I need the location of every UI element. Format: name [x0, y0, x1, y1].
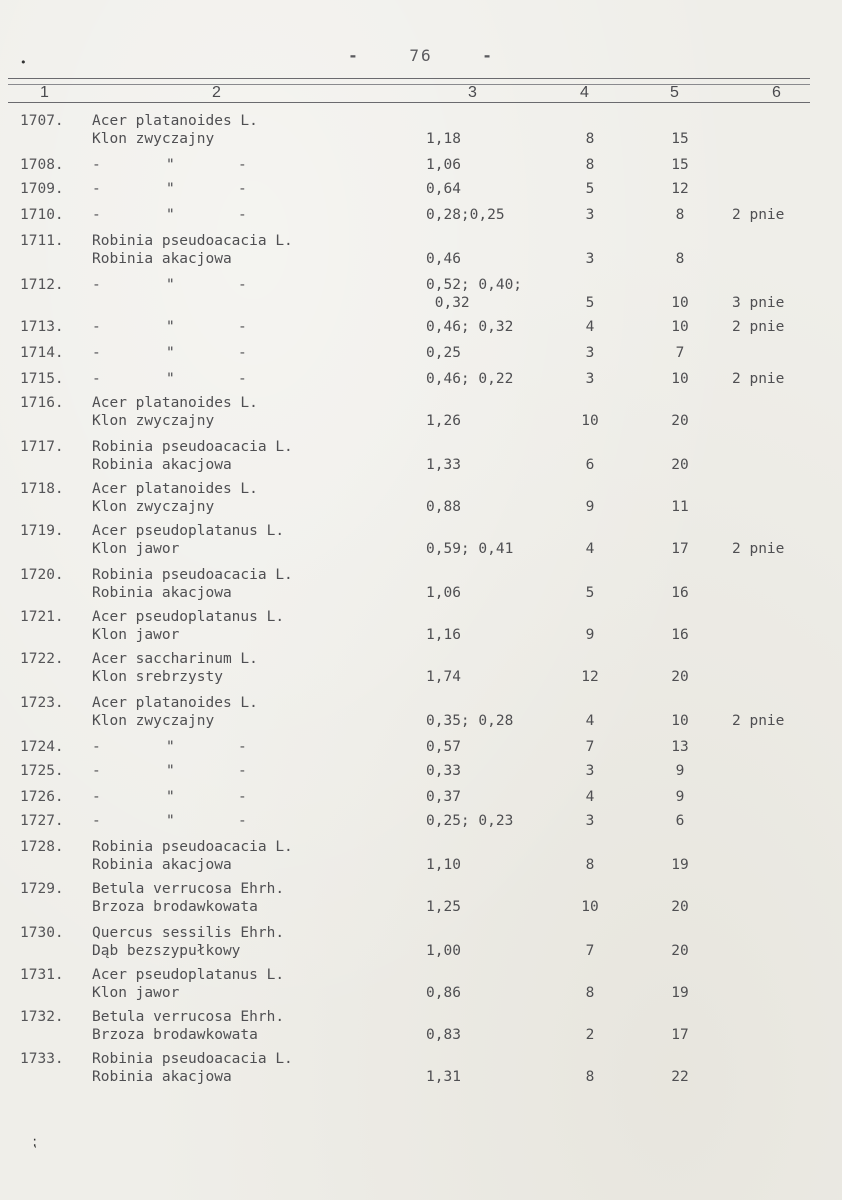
- page-number: 76: [409, 46, 433, 65]
- ditto-mark: ": [166, 739, 175, 755]
- ditto-mark: -: [92, 157, 101, 173]
- column-3-value: 0,33: [426, 763, 461, 779]
- column-4-value: 12: [581, 669, 599, 685]
- column-3-value: 1,18: [426, 131, 461, 147]
- column-3-value: 0,35; 0,28: [426, 713, 514, 729]
- column-header-6: 6: [772, 84, 781, 101]
- column-6-value: 3 pnie: [732, 295, 785, 311]
- column-3-value: 0,88: [426, 499, 461, 515]
- column-6-value: 2 pnie: [732, 207, 785, 223]
- row-number: 1707.: [20, 113, 64, 129]
- column-4-value: 3: [585, 371, 595, 387]
- column-4-value: 9: [585, 499, 595, 515]
- column-3-value: 0,25: [426, 345, 461, 361]
- row-number: 1728.: [20, 839, 64, 855]
- species-name: [92, 112, 258, 148]
- page-number-dash-right: -: [482, 46, 494, 65]
- species-name: [92, 566, 293, 602]
- row-number: 1727.: [20, 813, 64, 829]
- column-5-value: 22: [671, 1069, 689, 1085]
- row-number: 1730.: [20, 925, 64, 941]
- species-polish-name: Klon srebrzysty: [92, 669, 223, 685]
- margin-speck: ⁏: [32, 1134, 37, 1150]
- column-4-value: 5: [585, 585, 595, 601]
- ditto-mark: -: [238, 345, 247, 361]
- species-polish-name: Robinia akacjowa: [92, 857, 232, 873]
- column-4-value: 3: [585, 763, 595, 779]
- species-name: [92, 966, 284, 1002]
- column-5-value: 19: [671, 857, 689, 873]
- column-3-value: 0,52; 0,40; 0,32: [426, 277, 523, 311]
- ditto-mark: -: [92, 181, 101, 197]
- column-3-value: 0,46; 0,32: [426, 319, 514, 335]
- column-5-value: 10: [671, 713, 689, 729]
- ditto-mark: ": [166, 319, 175, 335]
- column-3-value: 1,31: [426, 1069, 461, 1085]
- column-3-value: 1,25: [426, 899, 461, 915]
- ditto-mark: -: [92, 739, 101, 755]
- column-5-value: 9: [675, 763, 685, 779]
- row-number: 1710.: [20, 207, 64, 223]
- species-name: [92, 1050, 293, 1086]
- species-name: [92, 608, 284, 644]
- column-4-value: 4: [585, 319, 595, 335]
- column-5-value: 9: [675, 789, 685, 805]
- column-3-value: 1,74: [426, 669, 461, 685]
- column-4-value: 9: [585, 627, 595, 643]
- species-polish-name: Dąb bezszypułkowy: [92, 943, 241, 959]
- column-4-value: 3: [585, 813, 595, 829]
- ditto-mark: ": [166, 789, 175, 805]
- species-latin-name: Acer platanoides L.: [92, 113, 258, 129]
- column-3-value: 0,46: [426, 251, 461, 267]
- row-number: 1731.: [20, 967, 64, 983]
- column-header-3: 3: [468, 84, 477, 101]
- species-name: [92, 394, 258, 430]
- column-5-value: 20: [671, 669, 689, 685]
- column-5-value: 16: [671, 627, 689, 643]
- ditto-mark: -: [238, 157, 247, 173]
- ditto-mark: -: [238, 813, 247, 829]
- column-3-value: 1,33: [426, 457, 461, 473]
- ditto-mark: -: [238, 319, 247, 335]
- column-4-value: 8: [585, 857, 595, 873]
- ditto-mark: -: [238, 207, 247, 223]
- species-name: [92, 480, 258, 516]
- species-name: [92, 694, 258, 730]
- species-polish-name: Klon zwyczajny: [92, 131, 215, 147]
- ditto-mark: -: [92, 371, 101, 387]
- species-latin-name: Betula verrucosa Ehrh.: [92, 881, 285, 897]
- row-number: 1721.: [20, 609, 64, 625]
- ditto-mark: -: [238, 789, 247, 805]
- column-5-value: 10: [671, 319, 689, 335]
- species-name: [92, 1008, 284, 1044]
- species-latin-name: Acer pseudoplatanus L.: [92, 609, 285, 625]
- species-latin-name: Acer pseudoplatanus L.: [92, 967, 285, 983]
- species-latin-name: Robinia pseudoacacia L.: [92, 1051, 293, 1067]
- species-latin-name: Robinia pseudoacacia L.: [92, 233, 293, 249]
- species-polish-name: Brzoza brodawkowata: [92, 1027, 258, 1043]
- row-number: 1713.: [20, 319, 64, 335]
- column-3-value: 1,26: [426, 413, 461, 429]
- ditto-mark: -: [92, 345, 101, 361]
- species-latin-name: Robinia pseudoacacia L.: [92, 839, 293, 855]
- row-number: 1718.: [20, 481, 64, 497]
- row-number: 1732.: [20, 1009, 64, 1025]
- column-header-1: 1: [40, 84, 49, 101]
- column-4-value: 7: [585, 943, 595, 959]
- ditto-mark: -: [238, 181, 247, 197]
- species-polish-name: Klon zwyczajny: [92, 499, 215, 515]
- row-number: 1719.: [20, 523, 64, 539]
- row-number: 1712.: [20, 277, 64, 293]
- column-5-value: 13: [671, 739, 689, 755]
- species-polish-name: Klon jawor: [92, 627, 180, 643]
- column-6-value: 2 pnie: [732, 371, 785, 387]
- ditto-mark: ": [166, 277, 175, 293]
- ditto-mark: ": [166, 345, 175, 361]
- column-6-value: 2 pnie: [732, 541, 785, 557]
- species-name: [92, 880, 284, 916]
- column-header-2: 2: [212, 84, 221, 101]
- species-name: [92, 522, 284, 558]
- column-header-4: 4: [580, 84, 589, 101]
- column-3-value: 0,57: [426, 739, 461, 755]
- column-4-value: 3: [585, 207, 595, 223]
- column-4-value: 4: [585, 541, 595, 557]
- ditto-mark: -: [92, 789, 101, 805]
- ditto-mark: ": [166, 763, 175, 779]
- page-number-dash-left: -: [348, 46, 360, 65]
- row-number: 1723.: [20, 695, 64, 711]
- column-5-value: 20: [671, 899, 689, 915]
- row-number: 1717.: [20, 439, 64, 455]
- species-latin-name: Robinia pseudoacacia L.: [92, 439, 293, 455]
- column-6-value: 2 pnie: [732, 319, 785, 335]
- column-3-value: 1,06: [426, 585, 461, 601]
- column-header-5: 5: [670, 84, 679, 101]
- species-polish-name: Klon jawor: [92, 985, 180, 1001]
- species-name: [92, 232, 293, 268]
- ditto-mark: -: [238, 763, 247, 779]
- column-5-value: 8: [675, 207, 685, 223]
- species-latin-name: Acer saccharinum L.: [92, 651, 258, 667]
- species-polish-name: Robinia akacjowa: [92, 457, 232, 473]
- column-3-value: 0,64: [426, 181, 461, 197]
- species-latin-name: Acer pseudoplatanus L.: [92, 523, 285, 539]
- species-polish-name: Robinia akacjowa: [92, 585, 232, 601]
- column-5-value: 20: [671, 413, 689, 429]
- column-3-value: 0,86: [426, 985, 461, 1001]
- row-number: 1729.: [20, 881, 64, 897]
- column-3-value: 0,59; 0,41: [426, 541, 514, 557]
- column-6-value: 2 pnie: [732, 713, 785, 729]
- column-3-value: 1,06: [426, 157, 461, 173]
- species-polish-name: Klon zwyczajny: [92, 713, 215, 729]
- ditto-mark: ": [166, 181, 175, 197]
- margin-speck: •: [20, 56, 27, 69]
- column-5-value: 12: [671, 181, 689, 197]
- row-number: 1709.: [20, 181, 64, 197]
- species-name: [92, 650, 258, 686]
- column-3-value: 1,00: [426, 943, 461, 959]
- column-4-value: 10: [581, 413, 599, 429]
- column-5-value: 17: [671, 1027, 689, 1043]
- row-number: 1708.: [20, 157, 64, 173]
- ditto-mark: -: [92, 277, 101, 293]
- row-number: 1716.: [20, 395, 64, 411]
- ditto-mark: ": [166, 157, 175, 173]
- species-latin-name: Quercus sessilis Ehrh.: [92, 925, 285, 941]
- row-number: 1720.: [20, 567, 64, 583]
- species-name: [92, 924, 284, 960]
- column-5-value: 15: [671, 157, 689, 173]
- ditto-mark: -: [238, 739, 247, 755]
- column-3-value: 0,28;0,25: [426, 207, 505, 223]
- column-4-value: 3: [585, 345, 595, 361]
- row-number: 1726.: [20, 789, 64, 805]
- ditto-mark: -: [92, 763, 101, 779]
- column-4-value: 5: [585, 295, 595, 311]
- column-5-value: 10: [671, 371, 689, 387]
- ditto-mark: -: [92, 319, 101, 335]
- species-name: [92, 438, 293, 474]
- column-5-value: 16: [671, 585, 689, 601]
- column-4-value: 8: [585, 1069, 595, 1085]
- column-5-value: 20: [671, 943, 689, 959]
- ditto-mark: ": [166, 371, 175, 387]
- ditto-mark: -: [238, 277, 247, 293]
- column-3-value: 0,46; 0,22: [426, 371, 514, 387]
- column-5-value: 10: [671, 295, 689, 311]
- species-polish-name: Robinia akacjowa: [92, 1069, 232, 1085]
- species-polish-name: Brzoza brodawkowata: [92, 899, 258, 915]
- column-4-value: 6: [585, 457, 595, 473]
- column-5-value: 19: [671, 985, 689, 1001]
- column-3-value: 1,10: [426, 857, 461, 873]
- species-latin-name: Betula verrucosa Ehrh.: [92, 1009, 285, 1025]
- species-polish-name: Klon jawor: [92, 541, 180, 557]
- column-5-value: 17: [671, 541, 689, 557]
- ditto-mark: -: [238, 371, 247, 387]
- ditto-mark: ": [166, 207, 175, 223]
- species-polish-name: Klon zwyczajny: [92, 413, 215, 429]
- column-4-value: 4: [585, 713, 595, 729]
- species-latin-name: Acer platanoides L.: [92, 395, 258, 411]
- species-name: [92, 838, 293, 874]
- column-4-value: 8: [585, 131, 595, 147]
- column-3-value: 1,16: [426, 627, 461, 643]
- column-5-value: 7: [675, 345, 685, 361]
- column-4-value: 7: [585, 739, 595, 755]
- ditto-mark: -: [92, 207, 101, 223]
- column-5-value: 15: [671, 131, 689, 147]
- column-5-value: 20: [671, 457, 689, 473]
- species-latin-name: Acer platanoides L.: [92, 695, 258, 711]
- ditto-mark: ": [166, 813, 175, 829]
- row-number: 1715.: [20, 371, 64, 387]
- ditto-mark: -: [92, 813, 101, 829]
- row-number: 1714.: [20, 345, 64, 361]
- column-4-value: 8: [585, 985, 595, 1001]
- column-5-value: 11: [671, 499, 689, 515]
- column-4-value: 3: [585, 251, 595, 267]
- column-4-value: 8: [585, 157, 595, 173]
- row-number: 1733.: [20, 1051, 64, 1067]
- column-3-value: 0,25; 0,23: [426, 813, 514, 829]
- column-5-value: 8: [675, 251, 685, 267]
- column-4-value: 5: [585, 181, 595, 197]
- species-polish-name: Robinia akacjowa: [92, 251, 232, 267]
- row-number: 1725.: [20, 763, 64, 779]
- row-number: 1724.: [20, 739, 64, 755]
- column-3-value: 0,37: [426, 789, 461, 805]
- column-5-value: 6: [675, 813, 685, 829]
- row-number: 1722.: [20, 651, 64, 667]
- species-latin-name: Robinia pseudoacacia L.: [92, 567, 293, 583]
- row-number: 1711.: [20, 233, 64, 249]
- column-3-value: 0,83: [426, 1027, 461, 1043]
- column-4-value: 10: [581, 899, 599, 915]
- column-4-value: 2: [585, 1027, 595, 1043]
- column-4-value: 4: [585, 789, 595, 805]
- species-latin-name: Acer platanoides L.: [92, 481, 258, 497]
